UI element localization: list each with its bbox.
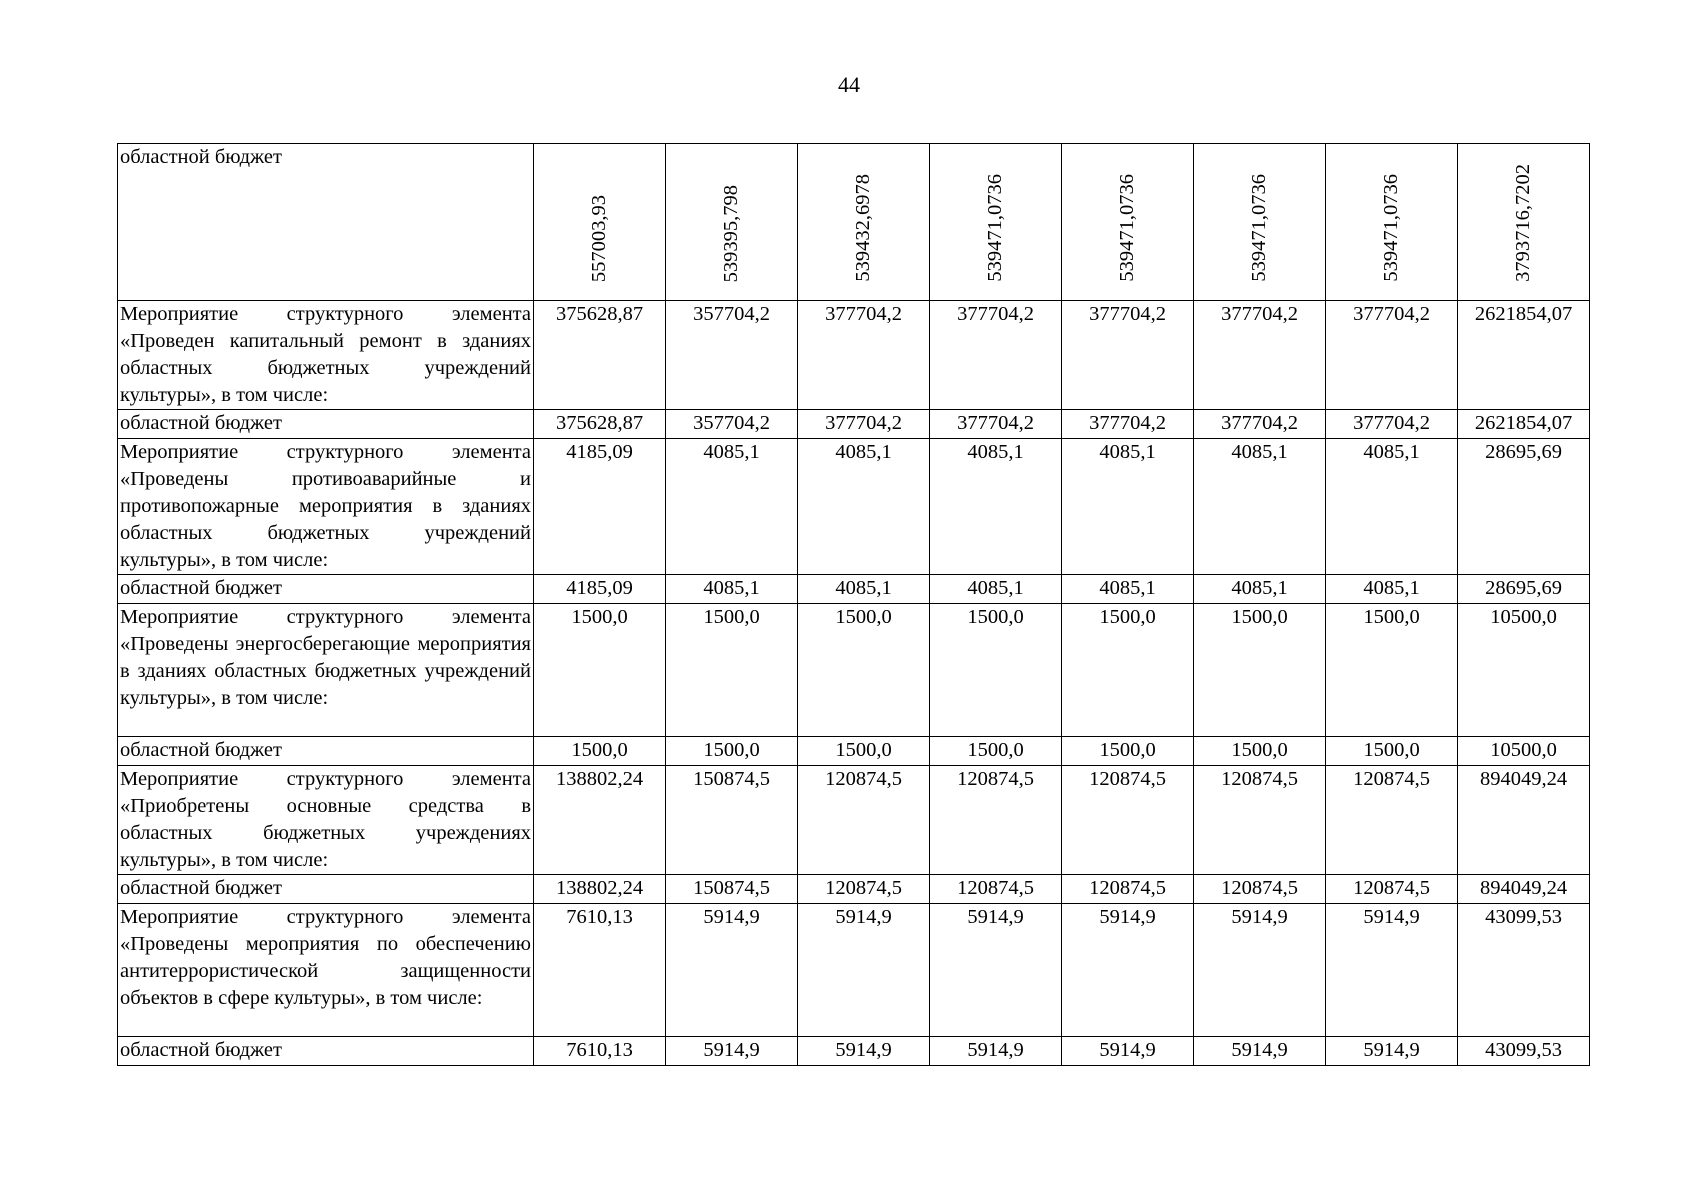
row-label: областной бюджет [118, 1037, 534, 1066]
value-cell: 377704,2 [930, 410, 1062, 439]
value-cell: 539471,0736 [930, 144, 1062, 301]
value-cell: 377704,2 [1194, 410, 1326, 439]
row-label: областной бюджет [118, 875, 534, 904]
value-cell: 4085,1 [798, 575, 930, 604]
total-cell: 3793716,7202 [1458, 144, 1590, 301]
value-cell: 1500,0 [1326, 737, 1458, 766]
value-cell: 1500,0 [534, 604, 666, 737]
value-cell: 377704,2 [1194, 301, 1326, 410]
table-row [118, 904, 1590, 1037]
budget-table [117, 143, 1590, 1066]
value-cell: 1500,0 [1326, 604, 1458, 737]
value-cell: 7610,13 [534, 904, 666, 1037]
value-cell: 120874,5 [1326, 766, 1458, 875]
table-row [118, 439, 1590, 575]
table-row [118, 1037, 1590, 1066]
value-cell: 377704,2 [1326, 410, 1458, 439]
value-cell: 539471,0736 [1062, 144, 1194, 301]
value-cell: 4085,1 [666, 575, 798, 604]
value-cell: 1500,0 [798, 604, 930, 737]
total-cell: 10500,0 [1458, 737, 1590, 766]
row-label: областной бюджет [118, 737, 534, 766]
value-cell: 539471,0736 [1326, 144, 1458, 301]
value-cell: 4085,1 [798, 439, 930, 575]
total-cell: 894049,24 [1458, 875, 1590, 904]
value-cell: 539471,0736 [1194, 144, 1326, 301]
value-cell: 1500,0 [1194, 604, 1326, 737]
value-cell: 138802,24 [534, 766, 666, 875]
value-cell: 5914,9 [1194, 904, 1326, 1037]
row-label: областной бюджет [118, 575, 534, 604]
value-cell: 5914,9 [666, 904, 798, 1037]
total-cell: 43099,53 [1458, 904, 1590, 1037]
value-cell: 120874,5 [798, 766, 930, 875]
row-label: Мероприятие структурного элемента «Проведен капитальный ремонт в зданиях областных бюджетных учреждений культуры», в том числе: [118, 301, 534, 410]
row-label: Мероприятие структурного элемента «Проведены мероприятия по обеспечению антитеррористической защищенности объектов в сфере культуры», в том числе: [118, 904, 534, 1037]
value-cell: 5914,9 [798, 1037, 930, 1066]
value-cell: 4085,1 [666, 439, 798, 575]
value-cell: 1500,0 [666, 737, 798, 766]
value-cell: 5914,9 [1326, 1037, 1458, 1066]
value-cell: 150874,5 [666, 766, 798, 875]
value-cell: 377704,2 [1062, 410, 1194, 439]
value-cell: 377704,2 [930, 301, 1062, 410]
value-cell: 5914,9 [930, 904, 1062, 1037]
page-number: 44 [838, 72, 860, 97]
value-cell: 138802,24 [534, 875, 666, 904]
value-cell: 375628,87 [534, 301, 666, 410]
value-cell: 120874,5 [1194, 766, 1326, 875]
value-cell: 1500,0 [666, 604, 798, 737]
row-label: областной бюджет [118, 144, 534, 301]
table-row [118, 737, 1590, 766]
value-cell: 120874,5 [930, 766, 1062, 875]
value-cell: 375628,87 [534, 410, 666, 439]
value-cell: 4085,1 [1194, 439, 1326, 575]
value-cell: 357704,2 [666, 410, 798, 439]
row-label: Мероприятие структурного элемента «Проведены энергосберегающие мероприятия в зданиях областных бюджетных учреждений культуры», в том числе: [118, 604, 534, 737]
row-label: Мероприятие структурного элемента «Приобретены основные средства в областных бюджетных учреждениях культуры», в том числе: [118, 766, 534, 875]
value-cell: 120874,5 [798, 875, 930, 904]
value-cell: 4185,09 [534, 575, 666, 604]
value-cell: 5914,9 [666, 1037, 798, 1066]
value-cell: 4085,1 [1326, 575, 1458, 604]
value-cell: 1500,0 [930, 604, 1062, 737]
value-cell: 120874,5 [1194, 875, 1326, 904]
value-cell: 4085,1 [1326, 439, 1458, 575]
total-cell: 28695,69 [1458, 575, 1590, 604]
value-cell: 120874,5 [1062, 875, 1194, 904]
value-cell: 1500,0 [534, 737, 666, 766]
value-cell: 5914,9 [798, 904, 930, 1037]
value-cell: 120874,5 [1326, 875, 1458, 904]
value-cell: 5914,9 [1062, 904, 1194, 1037]
table-row [118, 766, 1590, 875]
table-row [118, 410, 1590, 439]
total-cell: 2621854,07 [1458, 410, 1590, 439]
value-cell: 1500,0 [1062, 737, 1194, 766]
value-cell: 377704,2 [798, 301, 930, 410]
value-cell: 4085,1 [930, 439, 1062, 575]
table-row [118, 575, 1590, 604]
row-label: Мероприятие структурного элемента «Проведены противоаварийные и противопожарные мероприятия в зданиях областных бюджетных учреждений культуры», в том числе: [118, 439, 534, 575]
value-cell: 4085,1 [1194, 575, 1326, 604]
value-cell: 4085,1 [930, 575, 1062, 604]
table-row [118, 144, 1590, 301]
value-cell: 150874,5 [666, 875, 798, 904]
value-cell: 1500,0 [798, 737, 930, 766]
value-cell: 4085,1 [1062, 575, 1194, 604]
value-cell: 377704,2 [1062, 301, 1194, 410]
value-cell: 1500,0 [1194, 737, 1326, 766]
total-cell: 894049,24 [1458, 766, 1590, 875]
total-cell: 2621854,07 [1458, 301, 1590, 410]
value-cell: 5914,9 [1062, 1037, 1194, 1066]
table-row [118, 301, 1590, 410]
value-cell: 4085,1 [1062, 439, 1194, 575]
value-cell: 5914,9 [930, 1037, 1062, 1066]
value-cell: 5914,9 [1326, 904, 1458, 1037]
value-cell: 357704,2 [666, 301, 798, 410]
value-cell: 4185,09 [534, 439, 666, 575]
table-row [118, 604, 1590, 737]
value-cell: 539432,6978 [798, 144, 930, 301]
value-cell: 7610,13 [534, 1037, 666, 1066]
total-cell: 43099,53 [1458, 1037, 1590, 1066]
value-cell: 1500,0 [930, 737, 1062, 766]
value-cell: 5914,9 [1194, 1037, 1326, 1066]
value-cell: 539395,798 [666, 144, 798, 301]
total-cell: 28695,69 [1458, 439, 1590, 575]
value-cell: 120874,5 [1062, 766, 1194, 875]
value-cell: 557003,93 [534, 144, 666, 301]
row-label: областной бюджет [118, 410, 534, 439]
total-cell: 10500,0 [1458, 604, 1590, 737]
table-row [118, 875, 1590, 904]
value-cell: 377704,2 [798, 410, 930, 439]
value-cell: 1500,0 [1062, 604, 1194, 737]
value-cell: 120874,5 [930, 875, 1062, 904]
value-cell: 377704,2 [1326, 301, 1458, 410]
